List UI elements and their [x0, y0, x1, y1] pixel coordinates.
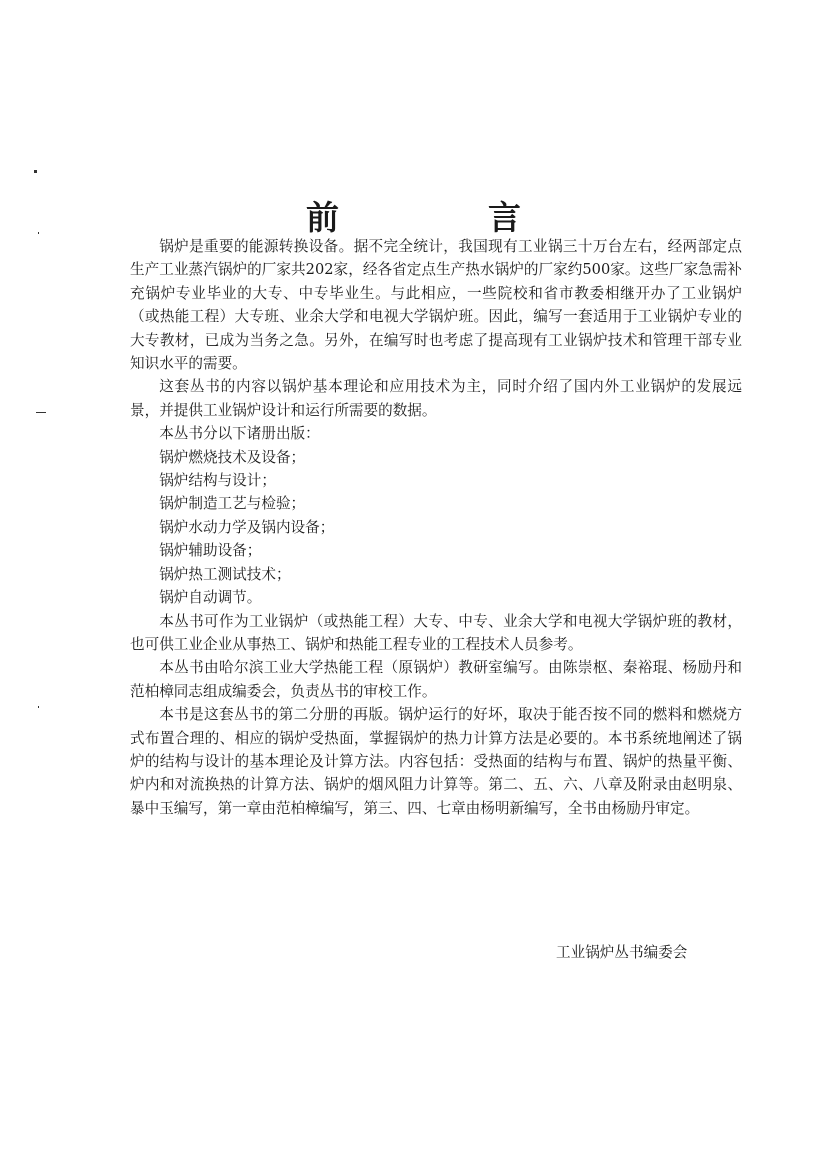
volume-item: 锅炉热工测试技术； [159, 565, 291, 583]
volume-item: 锅炉自动调节。 [159, 589, 262, 607]
scan-speck [34, 170, 37, 173]
volume-item: 锅炉制造工艺与检验； [159, 495, 306, 513]
paragraph-volumes-intro: 本丛书分以下诸册出版： [159, 425, 320, 443]
preface-body [130, 235, 742, 820]
scan-speck [38, 706, 39, 708]
paragraph-intro: 锅炉是重要的能源转换设备。据不完全统计，我国现有工业锅三十万台左右，经两部定点生产工业蒸汽锅炉的厂家共202家，经各省定点生产热水锅炉的厂家约500家。这些厂家急需补充锅炉专业毕业的大专、中专毕业生。与此相应，一些院校和省市教委相继开办了工业锅炉（或热能工程）大专班、业余大学和电视大学锅炉班。因此，编写一套适用于工业锅炉专业的大专教材，已成为当务之急。另外，在编写时也考虑了提高现有工业锅炉技术和管理干部专业知识水平的需要。 [130, 238, 742, 373]
paragraph-audience: 本丛书可作为工业锅炉（或热能工程）大专、中专、业余大学和电视大学锅炉班的教材，也可供工业企业从事热工、锅炉和热能工程专业的工程技术人员参考。 [130, 612, 742, 653]
paragraph-content: 这套丛书的内容以锅炉基本理论和应用技术为主，同时介绍了国内外工业锅炉的发展远景，并提供工业锅炉设计和运行所需要的数据。 [130, 378, 742, 419]
volume-item: 锅炉辅助设备； [159, 542, 262, 560]
volume-item: 锅炉水动力学及锅内设备； [159, 518, 335, 536]
paragraph-this-book: 本书是这套丛书的第二分册的再版。锅炉运行的好坏，取决于能否按不同的燃料和燃烧方式布置合理的、相应的锅炉受热面，掌握锅炉的热力计算方法是必要的。本书系统地阐述了锅炉的结构与设计的基本理论及计算方法。内容包括：受热面的结构与布置、锅炉的热量平衡、炉内和对流换热的计算方法、锅炉的烟风阻力计算等。第二、五、六、八章及附录由赵明泉、暴中玉编写，第一章由范柏樟编写，第三、四、七章由杨明新编写，全书由杨励丹审定。 [130, 706, 742, 817]
scan-speck [36, 412, 46, 413]
volume-item: 锅炉燃烧技术及设备； [159, 448, 306, 466]
paragraph-editors: 本丛书由哈尔滨工业大学热能工程（原锅炉）教研室编写。由陈崇枢、秦裕琨、杨励丹和范柏樟同志组成编委会，负责丛书的审校工作。 [130, 659, 742, 700]
signature: 工业锅炉丛书编委会 [556, 944, 688, 961]
page-title: 前 言 [306, 198, 579, 238]
volume-item: 锅炉结构与设计； [159, 472, 276, 490]
